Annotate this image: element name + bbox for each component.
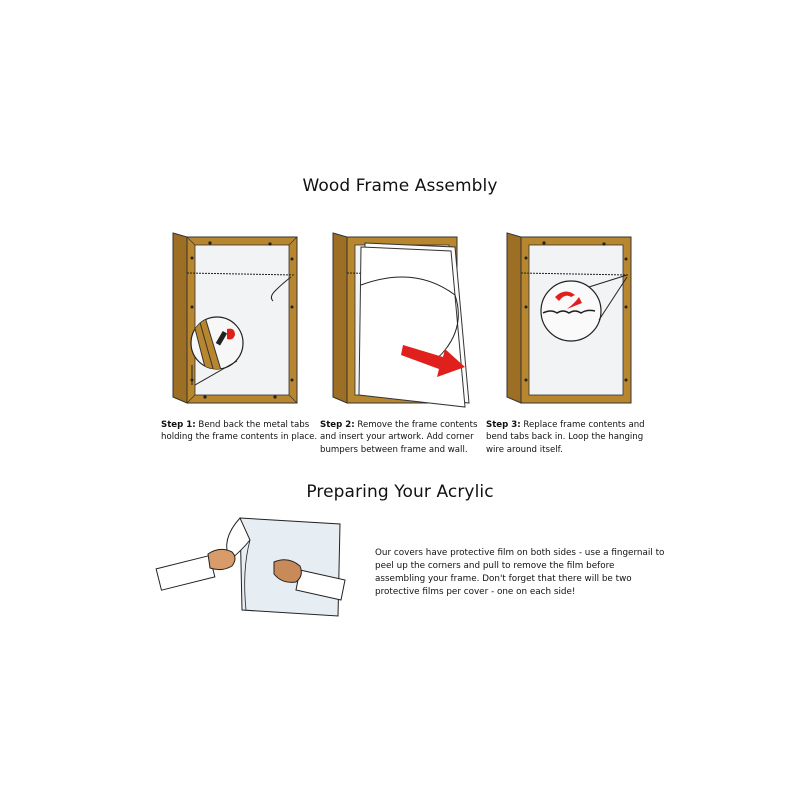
acrylic-instructions: Our covers have protective film on both sides - use a fingernail to peel up the corners and pull to remove the film before assembling your frame. Don't forget that there will be two protective films per cover - one on each side! [375,548,665,597]
step-2-label: Step 2: [320,420,355,430]
step-1-instruction [161,419,326,444]
step-1-text: Bend back the metal tabs holding the frame contents in place. [161,420,318,443]
step-3-instruction [486,419,651,456]
step-2-text: Remove the frame contents and insert your artwork. Add corner bumpers between frame and wall. [320,420,478,455]
frame-step2-illustration [325,225,480,410]
step-3-text: Replace frame contents and bend tabs back in. Loop the hanging wire around itself. [486,420,645,455]
assembly-title: Wood Frame Assembly [302,176,498,196]
peeling-film-illustration [150,510,350,620]
frame-step1-illustration [165,225,315,410]
step-3-label: Step 3: [486,420,521,430]
step-2-instruction [320,419,485,456]
frame-step3-illustration [499,225,649,410]
acrylic-title: Preparing Your Acrylic [306,482,494,502]
step-1-label: Step 1: [161,420,196,430]
